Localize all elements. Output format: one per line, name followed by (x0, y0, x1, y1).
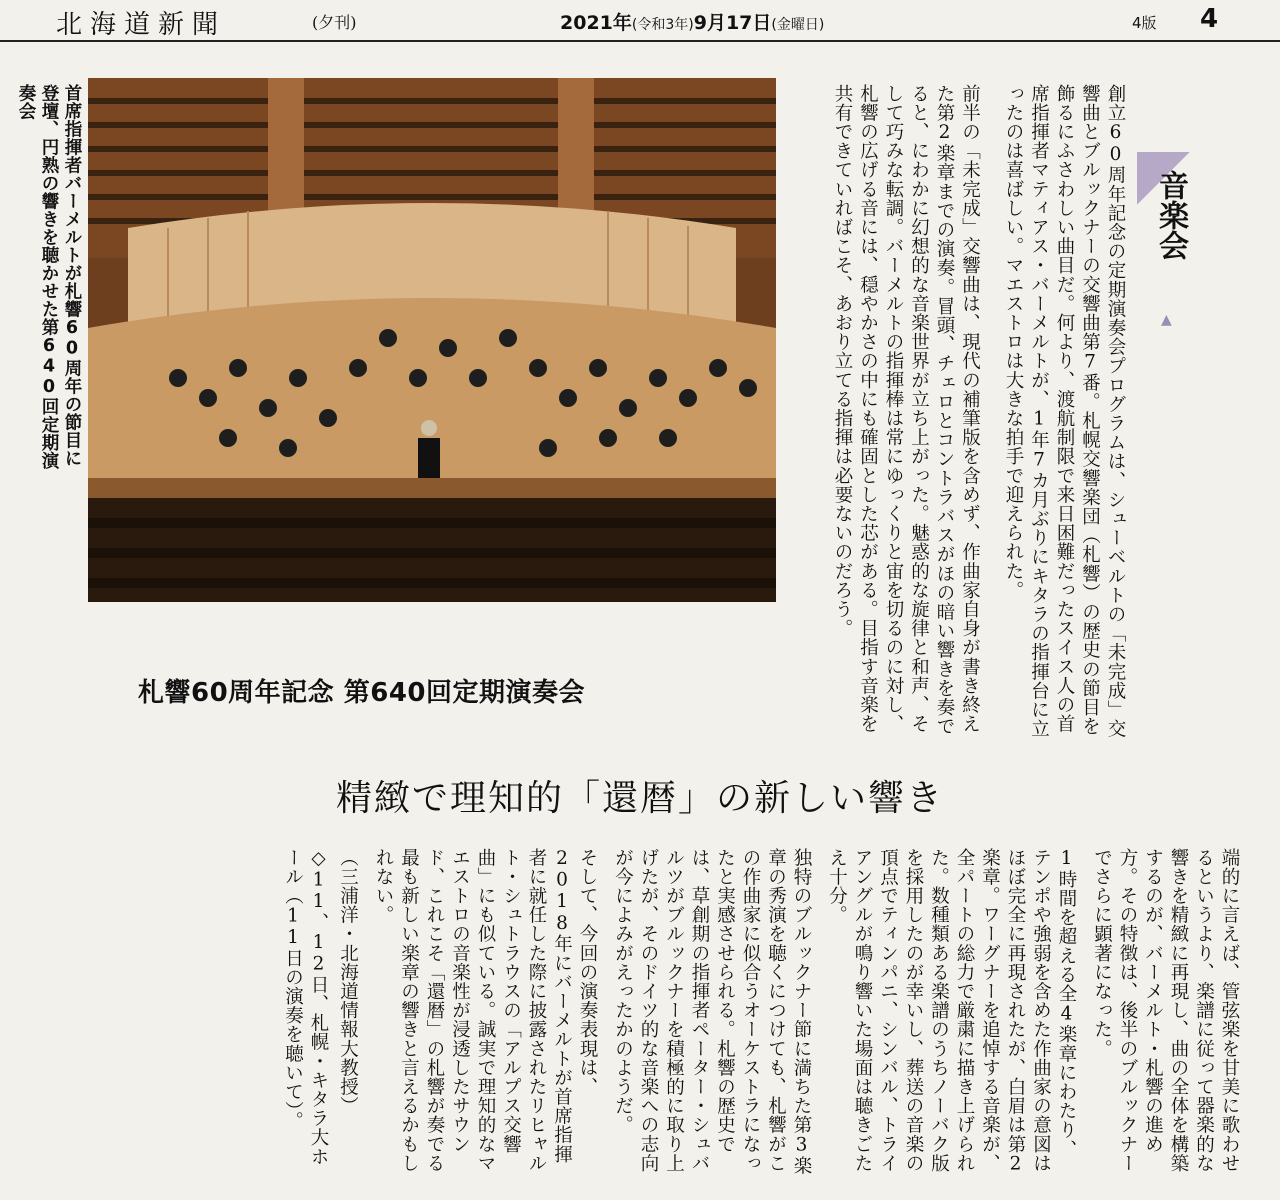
article-paragraph-2: 前半の「未完成」交響曲は、現代の補筆版を含めず、作曲家自身が書き終えた第2楽章までの演奏。冒頭、チェロとコントラバスがほの暗い響きを奏でると、にわかに幻想的な音楽世界が立ち上がった。魅惑的な旋律と和声、そして巧みな転調。バーメルトの指揮棒は常にゆっくりと宙を切るのに対し、札響の広げる音には、穏やかさの中にも確固とした芯がある。目指す音楽を共有できていればこそ、あおり立てる指揮は必要ないのだろう。 (832, 84, 981, 736)
concert-note: ◇11、12日、札幌・キタラ大ホール（11日の演奏を聴いて）。 (282, 848, 329, 1167)
newspaper-name: 北海道新聞 (56, 10, 227, 40)
page-number: 4 (1200, 4, 1219, 34)
issue-date (560, 8, 824, 35)
headline: 精緻で理知的「還暦」の新しい響き (335, 778, 944, 819)
photo-caption: 首席指揮者バーメルトが札響60周年の節目に登壇、円熟の響きを聴かせた第640回定期演奏会 (16, 84, 82, 470)
article-lower (92, 848, 1242, 1176)
edition-label: (夕刊) (312, 13, 357, 32)
date-era: (令和3年) (631, 17, 694, 33)
section-label (1137, 152, 1201, 328)
byline: （三浦洋・北海道情報大教授） (337, 848, 359, 1116)
section-title: 音楽会 (1153, 170, 1188, 260)
article-paragraph-1: 創立60周年記念の定期演奏会プログラムは、シューベルトの「未完成」交響曲とブルックナーの交響曲第7番。札幌交響楽団（札響）の歴史の節目を飾るにふさわしい曲目だ。何より、渡航制限で来日困難だったスイス人の首席指揮者マティアス・バーメルトが、1年7カ月ぶりにキタラの指揮台に立ったのは喜ばしい。マエストロは大きな拍手で迎えられた。 (1003, 84, 1126, 739)
article-paragraph-3: 端的に言えば、管弦楽を甘美に歌わせるというより、楽譜に従って器楽的な響きを精緻に再現し、曲の全体を構築するのが、バーメルト・札響の進め方。その特徴は、後半のブルックナーでさらに顕著になった。 (1091, 848, 1240, 1173)
date-weekday: (金曜日) (771, 17, 825, 33)
date-year: 2021年 (560, 12, 632, 34)
article-upper (788, 84, 1128, 739)
concert-photo (88, 78, 776, 602)
article-paragraph-6: そして、今回の演奏表現は、2018年にバーメルトが首席指揮者に就任した際に披露されたリヒャルト・シュトラウスの「アルプス交響曲」にも似ている。誠実で理知的なマエストロの音楽性が浸透したサウンド、これこそ「還暦」の札響が奏でる最も新しい楽章の響きと言えるかもしれない。 (373, 848, 598, 1173)
article-paragraph-5: 独特のブルックナー節に満ちた第3楽章の秀演を聴くにつけても、札響がこの作曲家に似合うオーケストラになったと実感させられる。札響の歴史では、草創期の指揮者ペーター・シュバルツがブルックナーを積極的に取り上げたが、そのドイツ的な音楽への志向が今によみがえったかのようだ。 (612, 848, 812, 1176)
article-paragraph-4: 1時間を超える全4楽章にわたり、テンポや強弱を含めた作曲家の意図はほぼ完全に再現されたが、白眉は第2楽章。ワーグナーを追悼する音楽が、全パートの総力で厳粛に描き上げられた。数種類ある楽譜のうちノーバク版を採用したのが幸いし、葬送の音楽の頂点でティンパニ、シンバル、トライアングルが鳴り響いた場面は聴きごたえ十分。 (826, 848, 1077, 1176)
masthead (0, 0, 1280, 42)
triangle-icon: ▲ (1161, 312, 1172, 328)
date-day: 9月17日 (693, 12, 772, 34)
edition-version: 4版 (1132, 14, 1157, 32)
concert-title: 札響60周年記念 第640回定期演奏会 (138, 678, 586, 708)
